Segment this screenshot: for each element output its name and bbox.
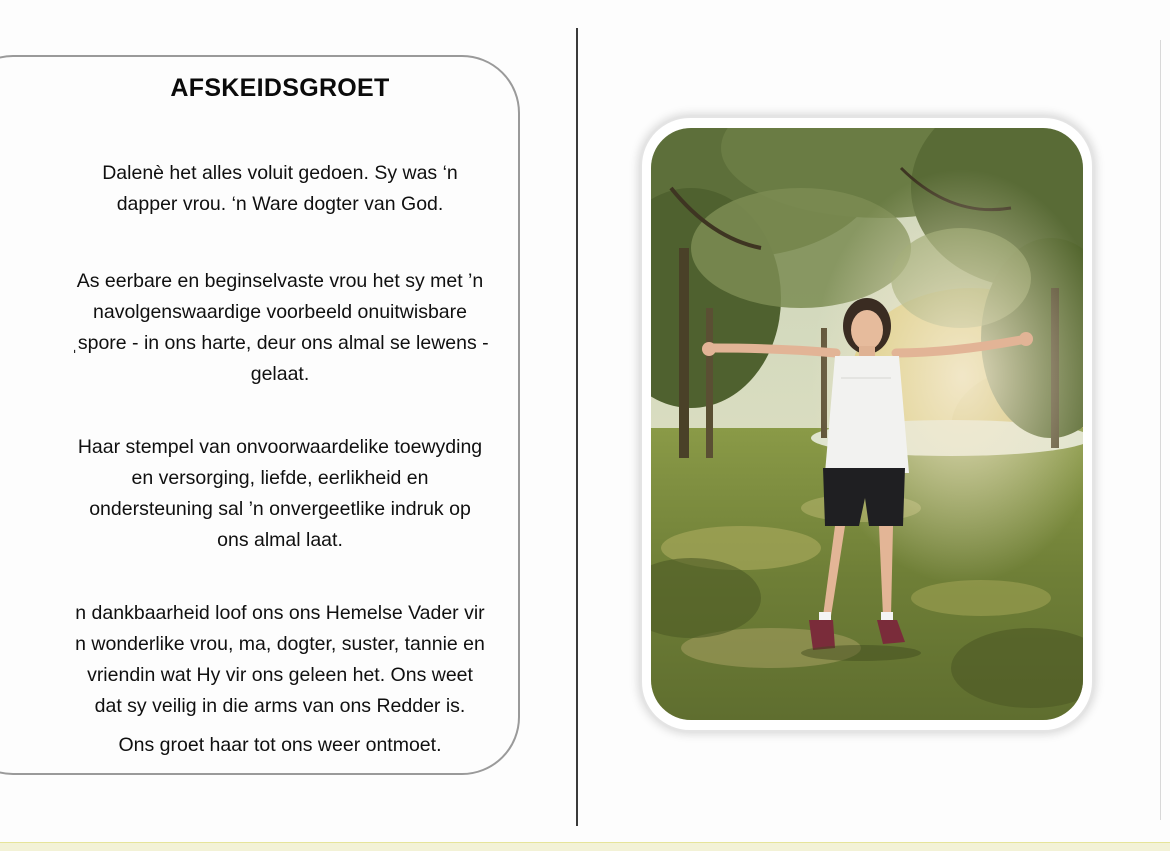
paragraph-line: gelaat. — [250, 363, 310, 385]
photo-illustration — [651, 128, 1083, 720]
paragraph-4 — [20, 598, 540, 722]
paragraph-line: dat sy veilig in die arms van ons Redder is. — [94, 695, 466, 717]
paragraph-line: Haar stempel van onvoorwaardelike toewyding — [77, 436, 483, 458]
page-edge — [1160, 40, 1161, 820]
paragraph-line: n dankbaarheid loof ons ons Hemelse Vader vir — [75, 602, 485, 624]
paragraph-2 — [20, 266, 540, 390]
paragraph-line: vriendin wat Hy vir ons geleen het. Ons weet — [87, 664, 473, 686]
paragraph-3 — [20, 432, 540, 556]
card-title: AFSKEIDSGROET — [170, 74, 390, 102]
paragraph-line: en versorging, liefde, eerlikheid en — [131, 467, 429, 489]
paragraph-line: ons almal laat. — [217, 529, 343, 551]
closing-line: Ons groet haar tot ons weer ontmoet. — [118, 734, 442, 756]
fold-line — [576, 28, 578, 826]
paragraph-line: As eerbare en beginselvaste vrou het sy met ’n — [76, 270, 484, 292]
paragraph-line: navolgenswaardige voorbeeld onuitwisbare — [93, 301, 467, 323]
paragraph-line: n wonderlike vrou, ma, dogter, suster, tannie en — [75, 633, 485, 655]
paragraph-line: ˌspore - in ons harte, deur ons almal se lewens - — [71, 332, 489, 354]
paragraph-line: Dalenè het alles voluit gedoen. Sy was ‘n — [102, 162, 458, 184]
paragraph-1 — [20, 158, 540, 220]
paragraph-line: ondersteuning sal ’n onvergeetlike indruk op — [89, 498, 471, 520]
memorial-photo — [651, 128, 1083, 720]
paragraph-line: dapper vrou. ‘n Ware dogter van God. — [116, 193, 444, 215]
left-page — [0, 0, 577, 850]
